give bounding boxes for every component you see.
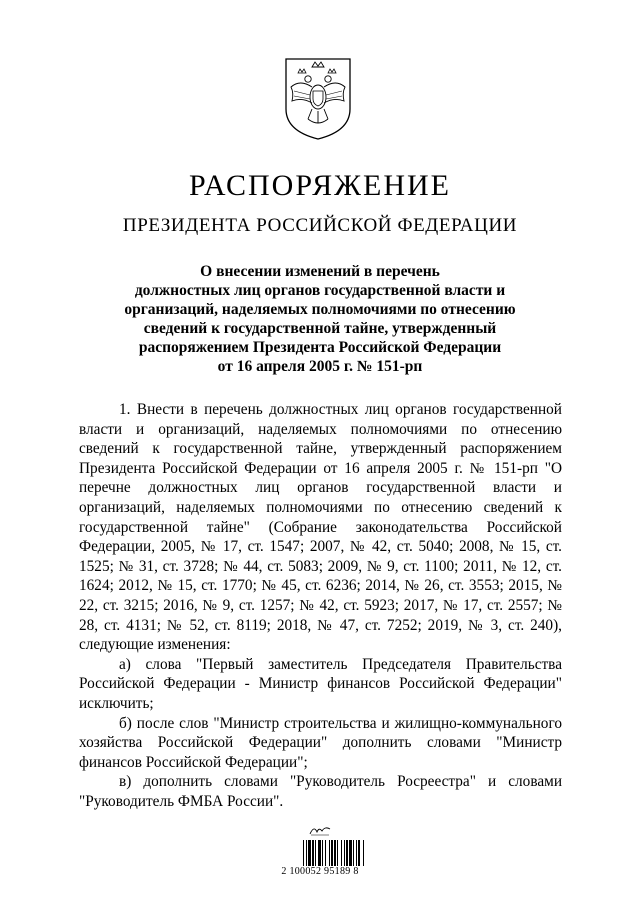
heading-line: от 16 апреля 2005 г. № 151-рп [217,358,423,375]
heading-line: распоряжением Президента Российской Федерации [138,339,502,356]
document-body [79,400,562,811]
barcode-bar [318,840,321,866]
heading-line: организаций, наделяемых полномочиями по отнесению [124,301,516,318]
heading-line: О внесении изменений в перечень [200,263,440,280]
paragraph-item-b: б) после слов "Министр строительства и жилищно-коммунального хозяйства Российской Федерации" дополнить словами "Министр финансов Российской Федерации"; [79,714,562,771]
barcode-bar [306,840,307,866]
barcode-bar [329,840,330,866]
barcode-number: 2 100052 95189 8 [281,866,359,877]
initials-signature-icon [308,823,332,837]
document-title: РАСПОРЯЖЕНИЕ [188,169,452,202]
barcode-bar [344,840,345,866]
barcode-bar [315,840,316,866]
paragraph-main: 1. Внести в перечень должностных лиц органов государственной власти и организаций, наделяемых полномочиями по отнесению сведений к государственной тайне, утвержденный распоряжением Президента Российской Федерации от 16 апреля 2005 г. № 151-рп "О перечне должностных лиц органов государственной власти и организаций, наделяемых полномочиями по отнесению сведений к государственной тайне" (Собрание законодательства Российской Федерации, 2005, № 17, ст. 1547; 2007, № 42, ст. 5040; 2008, № 15, ст. 1525; № 31, ст. 3728; № 44, ст. 5083; 2009, № 9, ст. 1100; 2011, № 12, ст. 1624; 2012, № 15, ст. 1770; № 45, ст. 6236; 2014, № 26, ст. 3553; 2015, № 22, ст. 3215; 2016, № 9, ст. 1257; № 42, ст. 5923; 2017, № 17, ст. 2557; № 28, ст. 4131; № 52, ст. 8119; 2018, № 47, ст. 7252; 2019, № 3, ст. 240), следующие изменения: [79,401,562,654]
state-emblem-icon [282,57,354,141]
barcode-bar [322,840,323,866]
heading-line: должностных лиц органов государственной власти и [134,282,506,299]
barcode-bar [346,840,348,866]
barcode-bar [358,840,360,866]
document-subtitle: ПРЕЗИДЕНТА РОССИЙСКОЙ ФЕДЕРАЦИИ [122,215,518,236]
barcode-bar [312,840,314,866]
barcode-bar [325,840,326,866]
barcode-bar [303,840,304,866]
barcode-bar [363,840,364,866]
barcode-bar [356,840,357,866]
heading-line: сведений к государственной тайне, утвержденный [143,320,497,337]
paragraph-item-a: а) слова "Первый заместитель Председателя Правительства Российской Федерации - Министр финансов Российской Федерации" исключить; [79,655,562,712]
barcode-bar [337,840,338,866]
barcode-bar [341,840,342,866]
barcode-bar [334,840,336,866]
document-heading [60,262,580,376]
barcode-bar [353,840,354,866]
paragraph-item-c: в) дополнить словами "Руководитель Росреестра" и словами "Руководитель ФМБА России". [79,773,562,810]
barcode-bar [308,840,311,866]
barcode-bar [331,840,333,866]
barcode-bar [349,840,352,866]
